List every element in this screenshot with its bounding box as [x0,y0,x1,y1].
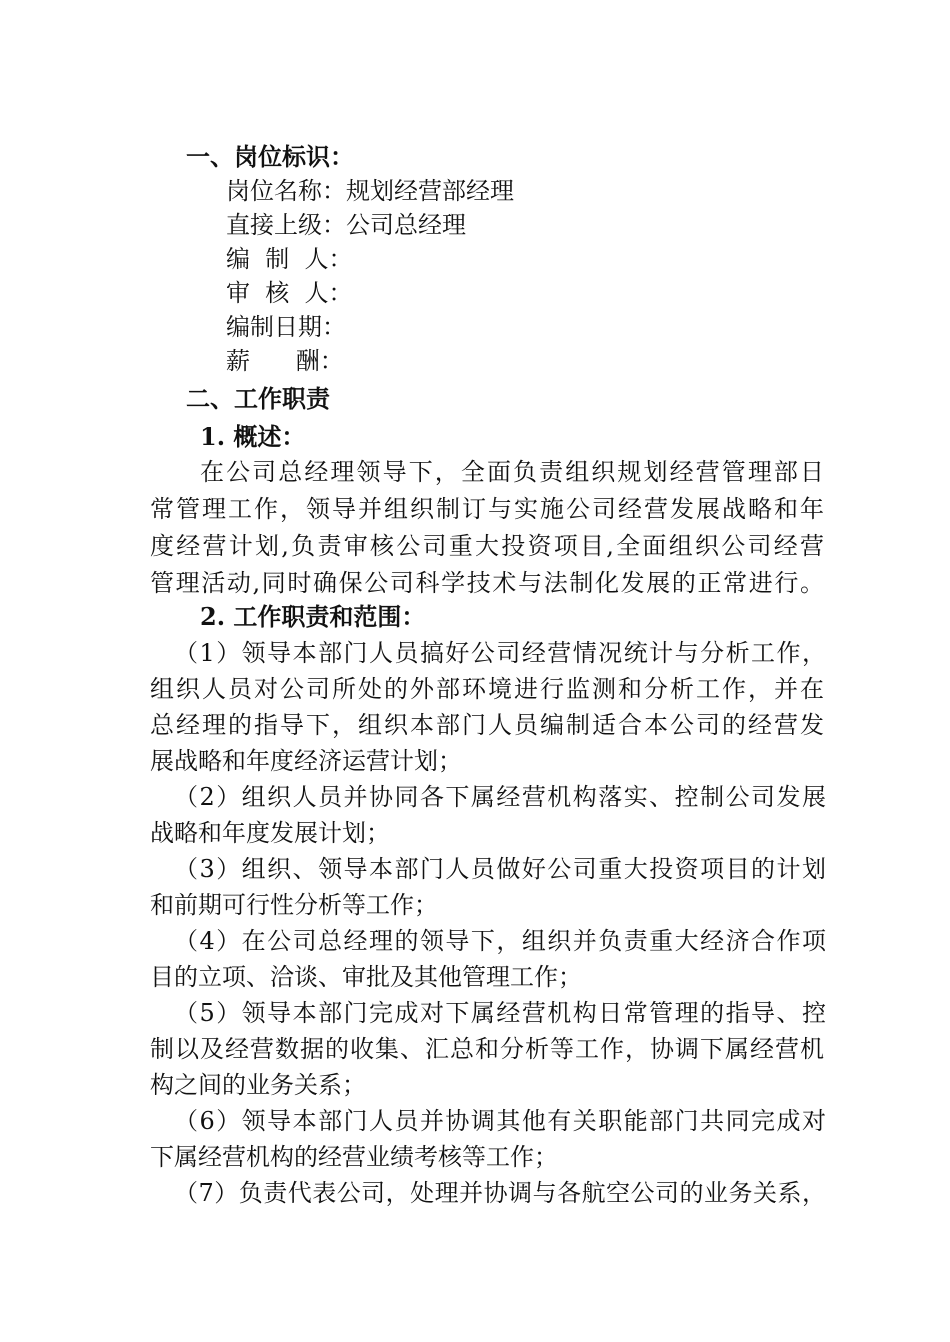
field-direct-superior [226,208,466,242]
overview-line: 在公司总经理领导下，全面负责组织规划经营管理部日 [200,458,824,486]
duty-item-line: 组织人员对公司所处的外部环境进行监测和分析工作，并在 [150,675,824,703]
duty-item-line: （5）领导本部门完成对下属经营机构日常管理的指导、控 [174,999,826,1027]
overview-heading: 1. 概述： [200,422,306,451]
field-label: 审 核 人： [226,279,353,307]
section1-heading: 一、岗位标识： [186,142,354,171]
field-position-name [226,174,514,208]
duty-item-line: （2）组织人员并协同各下属经营机构落实、控制公司发展 [174,783,826,811]
field-reviewer [226,276,353,310]
overview-line: 管理活动,同时确保公司科学技术与法制化发展的正常进行。 [150,569,824,597]
duties-heading: 2. 工作职责和范围： [200,602,426,631]
duty-item-line: 构之间的业务关系； [150,1071,366,1099]
overview-line: 度经营计划,负责审核公司重大投资项目,全面组织公司经营 [150,532,824,560]
duty-item-line: 总经理的指导下，组织本部门人员编制适合本公司的经营发 [150,711,824,739]
duty-item-line: 展战略和年度经济运营计划； [150,747,462,775]
duty-item-line: 下属经营机构的经营业绩考核等工作； [150,1143,558,1171]
field-label: 编制日期： [226,313,346,341]
duty-item-line: （1）领导本部门人员搞好公司经营情况统计与分析工作， [174,639,826,667]
duty-item-line: （7）负责代表公司，处理并协调与各航空公司的业务关系， [174,1179,826,1207]
duty-item-line: （6）领导本部门人员并协调其他有关职能部门共同完成对 [174,1107,826,1135]
field-value: 公司总经理 [346,211,466,239]
section2-heading: 二、工作职责 [186,384,330,413]
overview-line: 常管理工作，领导并组织制订与实施公司经营发展战略和年 [150,495,824,523]
field-compiler [226,242,353,276]
field-label: 薪 酬： [226,347,344,375]
field-label: 岗位名称： [226,177,346,205]
duty-item-line: （4）在公司总经理的领导下，组织并负责重大经济合作项 [174,927,826,955]
field-compile-date [226,310,346,344]
duty-item-line: 目的立项、洽谈、审批及其他管理工作； [150,963,582,991]
field-label: 编 制 人： [226,245,353,273]
duty-item-line: （3）组织、领导本部门人员做好公司重大投资项目的计划 [174,855,826,883]
duty-item-line: 制以及经营数据的收集、汇总和分析等工作，协调下属经营机 [150,1035,824,1063]
field-label: 直接上级： [226,211,346,239]
duty-item-line: 和前期可行性分析等工作； [150,891,438,919]
field-salary [226,344,344,378]
field-value: 规划经营部经理 [346,177,514,205]
duty-item-line: 战略和年度发展计划； [150,819,390,847]
